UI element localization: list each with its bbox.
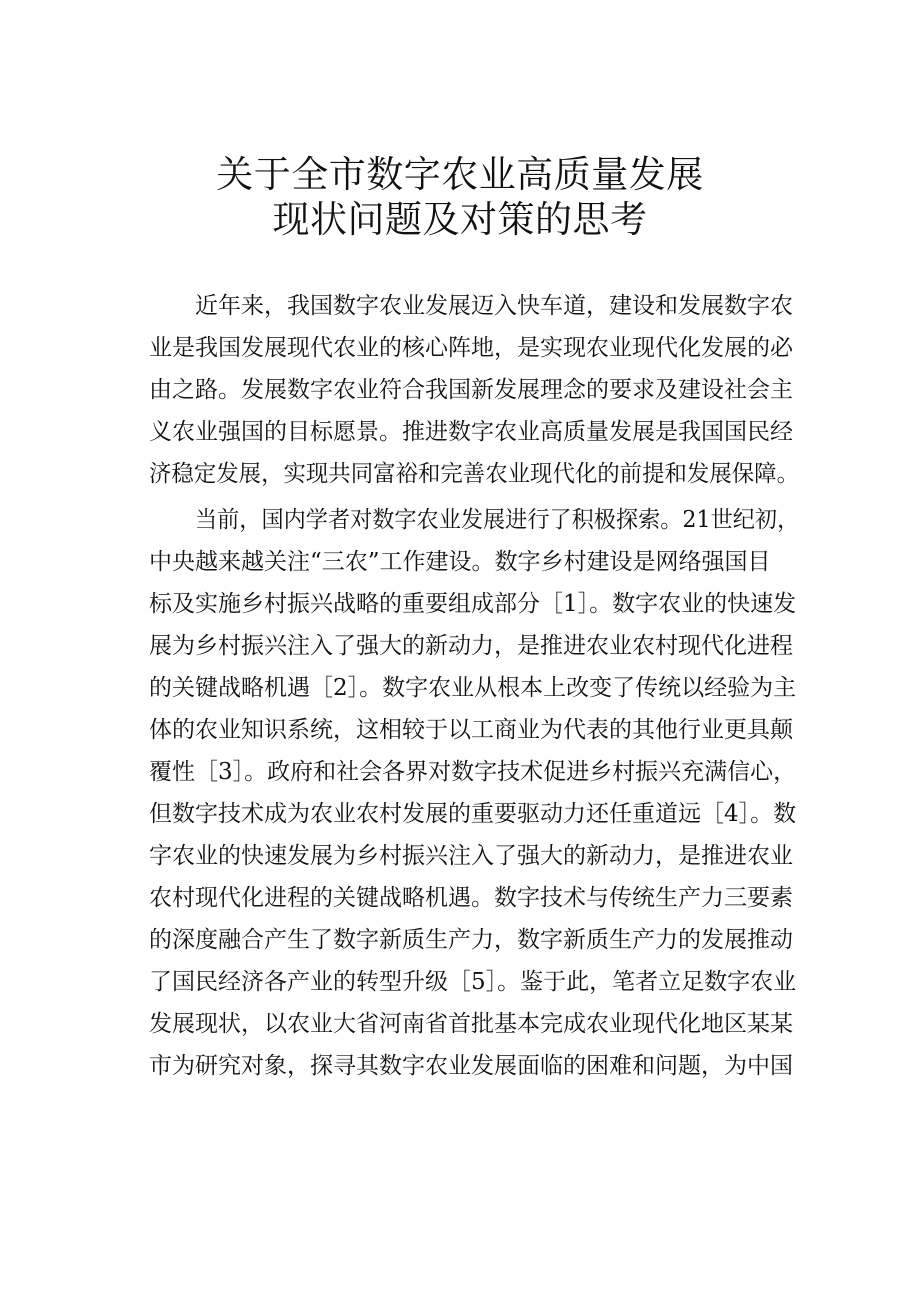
text-line: 业是我国发展现代农业的核心阵地，是实现农业现代化发展的必	[149, 335, 793, 361]
text-line: 标及实施乡村振兴战略的重要组成部分［1］。数字农业的快速发	[149, 591, 797, 617]
text-line: 体的农业知识系统，这相较于以工商业为代表的其他行业更具颠	[149, 717, 793, 743]
text-line: 近年来，我国数字农业发展迈入快车道，建设和发展数字农	[195, 293, 793, 319]
text-line: 发展现状，以农业大省河南省首批基本完成农业现代化地区某某	[149, 1011, 793, 1037]
text-line: 当前，国内学者对数字农业发展进行了积极探索。21世纪初，	[195, 507, 800, 533]
text-line: 市为研究对象，探寻其数字农业发展面临的困难和问题，为中国	[149, 1053, 793, 1079]
text-line: 的关键战略机遇［2］。数字农业从根本上改变了传统以经验为主	[149, 675, 797, 701]
text-line: 覆性［3］。政府和社会各界对数字技术促进乡村振兴充满信心，	[149, 759, 797, 785]
text-line: 了国民经济各产业的转型升级［5］。鉴于此，笔者立足数字农业	[149, 969, 797, 995]
text-line: 但数字技术成为农业农村发展的重要驱动力还任重道远［4］。数	[149, 801, 797, 827]
text-line: 中央越来越关注“三农”工作建设。数字乡村建设是网络强国目	[149, 549, 771, 575]
text-line: 由之路。发展数字农业符合我国新发展理念的要求及建设社会主	[149, 377, 793, 403]
text-line: 济稳定发展，实现共同富裕和完善农业现代化的前提和发展保障。	[149, 461, 799, 487]
document-title-line-1: 关于全市数字农业高质量发展	[216, 153, 704, 196]
document-title-line-2: 现状问题及对策的思考	[272, 198, 648, 241]
text-line: 的深度融合产生了数字新质生产力，数字新质生产力的发展推动	[149, 927, 793, 953]
text-line: 展为乡村振兴注入了强大的新动力，是推进农业农村现代化进程	[149, 633, 793, 659]
text-line: 义农业强国的目标愿景。推进数字农业高质量发展是我国国民经	[149, 419, 793, 445]
text-line: 农村现代化进程的关键战略机遇。数字技术与传统生产力三要素	[149, 885, 793, 911]
text-line: 字农业的快速发展为乡村振兴注入了强大的新动力，是推进农业	[149, 843, 793, 869]
